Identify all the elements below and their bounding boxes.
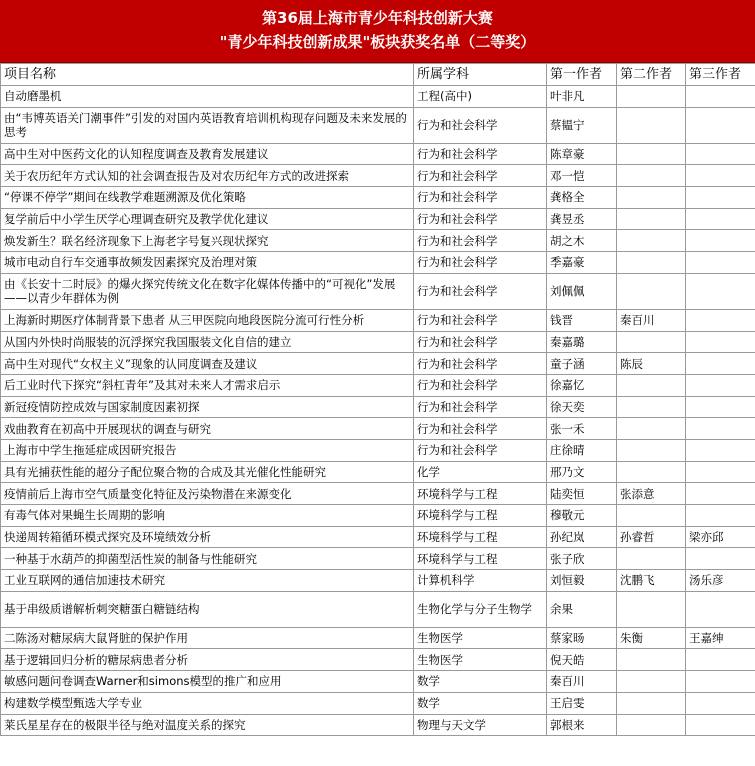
first-author-cell[interactable]: 童子涵 (547, 353, 617, 375)
subject-cell[interactable]: 数学 (414, 692, 547, 714)
table-row (1, 505, 755, 527)
third-author-cell[interactable] (686, 353, 755, 375)
first-author-cell[interactable]: 龚昱丞 (547, 208, 617, 230)
project-name-cell[interactable]: 二陈汤对糖尿病大鼠肾脏的保护作用 (1, 627, 414, 649)
first-author-cell[interactable]: 邢乃文 (547, 461, 617, 483)
subject-cell[interactable]: 行为和社会科学 (414, 107, 547, 143)
second-author-cell[interactable] (617, 143, 686, 165)
third-author-cell[interactable] (686, 107, 755, 143)
subject-cell[interactable]: 行为和社会科学 (414, 396, 547, 418)
third-author-cell[interactable]: 汤乐彦 (686, 570, 755, 592)
subject-cell[interactable]: 工程(高中) (414, 86, 547, 108)
project-name-cell[interactable]: 快递周转箱循环模式探究及环境绩效分析 (1, 526, 414, 548)
table-row (1, 353, 755, 375)
subject-cell[interactable]: 行为和社会科学 (414, 143, 547, 165)
second-author-cell[interactable] (617, 252, 686, 274)
second-author-cell[interactable] (617, 418, 686, 440)
project-name-cell[interactable]: 戏曲教育在初高中开展现状的调查与研究 (1, 418, 414, 440)
table-row (1, 439, 755, 461)
table-row (1, 107, 755, 143)
first-author-cell[interactable]: 秦嘉璐 (547, 331, 617, 353)
project-name-cell[interactable]: 复学前后中小学生厌学心理调查研究及教学优化建议 (1, 208, 414, 230)
table-row (1, 143, 755, 165)
project-name-cell[interactable]: 有毒气体对果蝇生长周期的影响 (1, 505, 414, 527)
table-row (1, 548, 755, 570)
second-author-cell[interactable] (617, 273, 686, 309)
project-name-cell[interactable]: 上海新时期医疗体制背景下患者 从三甲医院向地段医院分流可行性分析 (1, 309, 414, 331)
first-author-cell[interactable]: 王启雯 (547, 692, 617, 714)
subject-cell[interactable]: 化学 (414, 461, 547, 483)
first-author-cell[interactable]: 徐嘉忆 (547, 374, 617, 396)
project-name-cell[interactable]: 高中生对中医药文化的认知程度调查及教育发展建议 (1, 143, 414, 165)
second-author-cell[interactable] (617, 671, 686, 693)
third-author-cell[interactable] (686, 187, 755, 209)
project-name-cell[interactable]: 敏感问题问卷调查Warner和simons模型的推广和应用 (1, 671, 414, 693)
first-author-cell[interactable]: 倪天皓 (547, 649, 617, 671)
third-author-cell[interactable] (686, 439, 755, 461)
subject-cell[interactable]: 计算机科学 (414, 570, 547, 592)
subject-cell[interactable]: 行为和社会科学 (414, 353, 547, 375)
third-author-cell[interactable] (686, 714, 755, 736)
table-row (1, 483, 755, 505)
third-author-cell[interactable] (686, 692, 755, 714)
third-author-cell[interactable] (686, 331, 755, 353)
column-header-third-author[interactable]: 第三作者 (686, 64, 755, 86)
first-author-cell[interactable]: 张一禾 (547, 418, 617, 440)
first-author-cell[interactable]: 张子欣 (547, 548, 617, 570)
third-author-cell[interactable]: 梁亦邱 (686, 526, 755, 548)
first-author-cell[interactable]: 陆奕恒 (547, 483, 617, 505)
project-name-cell[interactable]: 上海市中学生拖延症成因研究报告 (1, 439, 414, 461)
third-author-cell[interactable] (686, 309, 755, 331)
table-row (1, 671, 755, 693)
table-row (1, 273, 755, 309)
column-header-first-author[interactable]: 第一作者 (547, 64, 617, 86)
table-row (1, 252, 755, 274)
second-author-cell[interactable] (617, 396, 686, 418)
first-author-cell[interactable]: 郭根来 (547, 714, 617, 736)
subject-cell[interactable]: 生物医学 (414, 649, 547, 671)
award-table (0, 63, 755, 736)
first-author-cell[interactable]: 秦百川 (547, 671, 617, 693)
subject-cell[interactable]: 数学 (414, 671, 547, 693)
second-author-cell[interactable]: 张添意 (617, 483, 686, 505)
subject-cell[interactable]: 行为和社会科学 (414, 230, 547, 252)
second-author-cell[interactable] (617, 331, 686, 353)
third-author-cell[interactable]: 王嘉绅 (686, 627, 755, 649)
sheet-header (0, 0, 755, 63)
first-author-cell[interactable]: 刘恒毅 (547, 570, 617, 592)
table-row (1, 461, 755, 483)
project-name-cell[interactable]: 由“韦博英语关门潮事件”引发的对国内英语教育培训机构现存问题及未来发展的思考 (1, 107, 414, 143)
third-author-cell[interactable] (686, 230, 755, 252)
subject-cell[interactable]: 环境科学与工程 (414, 483, 547, 505)
third-author-cell[interactable] (686, 649, 755, 671)
subject-cell[interactable]: 行为和社会科学 (414, 165, 547, 187)
column-header-project[interactable]: 项目名称 (1, 64, 414, 86)
second-author-cell[interactable] (617, 208, 686, 230)
table-row (1, 165, 755, 187)
table-row (1, 86, 755, 108)
second-author-cell[interactable] (617, 439, 686, 461)
subject-cell[interactable]: 生物化学与分子生物学 (414, 591, 547, 627)
third-author-cell[interactable] (686, 374, 755, 396)
first-author-cell[interactable]: 徐天奕 (547, 396, 617, 418)
third-author-cell[interactable] (686, 671, 755, 693)
project-name-cell[interactable]: 由《长安十二时辰》的爆火探究传统文化在数字化媒体传播中的“可视化”发展 ——以青少年群体为例 (1, 273, 414, 309)
column-header-second-author[interactable]: 第二作者 (617, 64, 686, 86)
title-line-1: 第36届上海市青少年科技创新大赛 (262, 9, 493, 27)
subject-cell[interactable]: 行为和社会科学 (414, 187, 547, 209)
second-author-cell[interactable]: 陈辰 (617, 353, 686, 375)
second-author-cell[interactable] (617, 591, 686, 627)
third-author-cell[interactable] (686, 483, 755, 505)
third-author-cell[interactable] (686, 252, 755, 274)
table-row (1, 230, 755, 252)
subject-cell[interactable]: 环境科学与工程 (414, 548, 547, 570)
first-author-cell[interactable]: 钱晋 (547, 309, 617, 331)
subject-cell[interactable]: 行为和社会科学 (414, 331, 547, 353)
third-author-cell[interactable] (686, 548, 755, 570)
third-author-cell[interactable] (686, 143, 755, 165)
second-author-cell[interactable]: 秦百川 (617, 309, 686, 331)
project-name-cell[interactable]: 疫情前后上海市空气质量变化特征及污染物潜在来源变化 (1, 483, 414, 505)
project-name-cell[interactable]: 构建数学模型甄选大学专业 (1, 692, 414, 714)
subject-cell[interactable]: 行为和社会科学 (414, 374, 547, 396)
project-name-cell[interactable]: 焕发新生？联名经济现象下上海老字号复兴现状探究 (1, 230, 414, 252)
project-name-cell[interactable]: 工业互联网的通信加速技术研究 (1, 570, 414, 592)
first-author-cell[interactable]: 陈章豪 (547, 143, 617, 165)
project-name-cell[interactable]: 基于逻辑回归分析的糖尿病患者分析 (1, 649, 414, 671)
first-author-cell[interactable]: 孙纪岚 (547, 526, 617, 548)
project-name-cell[interactable]: 高中生对现代“女权主义”现象的认同度调查及建议 (1, 353, 414, 375)
second-author-cell[interactable] (617, 86, 686, 108)
column-header-row (1, 64, 755, 86)
subject-cell[interactable]: 环境科学与工程 (414, 505, 547, 527)
first-author-cell[interactable]: 穆敬元 (547, 505, 617, 527)
first-author-cell[interactable]: 蔡韫宁 (547, 107, 617, 143)
third-author-cell[interactable] (686, 505, 755, 527)
subject-cell[interactable]: 物理与天文学 (414, 714, 547, 736)
column-header-subject[interactable]: 所属学科 (414, 64, 547, 86)
first-author-cell[interactable]: 龚格全 (547, 187, 617, 209)
project-name-cell[interactable]: 新冠疫情防控成效与国家制度因素初探 (1, 396, 414, 418)
subject-cell[interactable]: 生物医学 (414, 627, 547, 649)
second-author-cell[interactable] (617, 649, 686, 671)
third-author-cell[interactable] (686, 396, 755, 418)
project-name-cell[interactable]: 一种基于水葫芦的抑菌型活性炭的制备与性能研究 (1, 548, 414, 570)
second-author-cell[interactable] (617, 692, 686, 714)
second-author-cell[interactable] (617, 107, 686, 143)
subject-cell[interactable]: 行为和社会科学 (414, 309, 547, 331)
table-row (1, 692, 755, 714)
third-author-cell[interactable] (686, 461, 755, 483)
third-author-cell[interactable] (686, 208, 755, 230)
second-author-cell[interactable] (617, 187, 686, 209)
second-author-cell[interactable] (617, 505, 686, 527)
first-author-cell[interactable]: 胡之木 (547, 230, 617, 252)
project-name-cell[interactable]: 自动磨墨机 (1, 86, 414, 108)
second-author-cell[interactable]: 朱衡 (617, 627, 686, 649)
third-author-cell[interactable] (686, 273, 755, 309)
subject-cell[interactable]: 行为和社会科学 (414, 439, 547, 461)
third-author-cell[interactable] (686, 86, 755, 108)
second-author-cell[interactable] (617, 548, 686, 570)
first-author-cell[interactable]: 余果 (547, 591, 617, 627)
first-author-cell[interactable]: 刘佩佩 (547, 273, 617, 309)
project-name-cell[interactable]: 莱氏星星存在的极限半径与绝对温度关系的探究 (1, 714, 414, 736)
table-row (1, 331, 755, 353)
table-row (1, 309, 755, 331)
third-author-cell[interactable] (686, 418, 755, 440)
table-row (1, 714, 755, 736)
project-name-cell[interactable]: 具有光捕获性能的超分子配位聚合物的合成及其光催化性能研究 (1, 461, 414, 483)
third-author-cell[interactable] (686, 591, 755, 627)
table-row (1, 374, 755, 396)
table-row (1, 649, 755, 671)
project-name-cell[interactable]: “停课不停学”期间在线教学难题溯源及优化策略 (1, 187, 414, 209)
subject-cell[interactable]: 行为和社会科学 (414, 273, 547, 309)
project-name-cell[interactable]: 关于农历纪年方式认知的社会调查报告及对农历纪年方式的改进探索 (1, 165, 414, 187)
table-row (1, 396, 755, 418)
table-row (1, 526, 755, 548)
project-name-cell[interactable]: 后工业时代下探究“斜杠青年”及其对未来人才需求启示 (1, 374, 414, 396)
subject-cell[interactable]: 行为和社会科学 (414, 208, 547, 230)
second-author-cell[interactable]: 孙睿哲 (617, 526, 686, 548)
first-author-cell[interactable]: 蔡家旸 (547, 627, 617, 649)
project-name-cell[interactable]: 从国内外快时尚服装的沉浮探究我国服装文化自信的建立 (1, 331, 414, 353)
second-author-cell[interactable] (617, 165, 686, 187)
first-author-cell[interactable]: 邓一恺 (547, 165, 617, 187)
project-name-cell[interactable]: 城市电动自行车交通事故频发因素探究及治理对策 (1, 252, 414, 274)
table-row (1, 627, 755, 649)
subject-cell[interactable]: 行为和社会科学 (414, 418, 547, 440)
first-author-cell[interactable]: 季嘉豪 (547, 252, 617, 274)
second-author-cell[interactable] (617, 374, 686, 396)
subject-cell[interactable]: 环境科学与工程 (414, 526, 547, 548)
table-row (1, 208, 755, 230)
second-author-cell[interactable] (617, 461, 686, 483)
table-row (1, 418, 755, 440)
table-row (1, 591, 755, 627)
subject-cell[interactable]: 行为和社会科学 (414, 252, 547, 274)
first-author-cell[interactable]: 庄徐晴 (547, 439, 617, 461)
table-row (1, 570, 755, 592)
first-author-cell[interactable]: 叶非凡 (547, 86, 617, 108)
table-row (1, 187, 755, 209)
second-author-cell[interactable] (617, 230, 686, 252)
third-author-cell[interactable] (686, 165, 755, 187)
second-author-cell[interactable]: 沈鹏飞 (617, 570, 686, 592)
second-author-cell[interactable] (617, 714, 686, 736)
title-line-2: "青少年科技创新成果"板块获奖名单（二等奖） (219, 33, 536, 51)
project-name-cell[interactable]: 基于串级质谱解析刺突糖蛋白糖链结构 (1, 591, 414, 627)
